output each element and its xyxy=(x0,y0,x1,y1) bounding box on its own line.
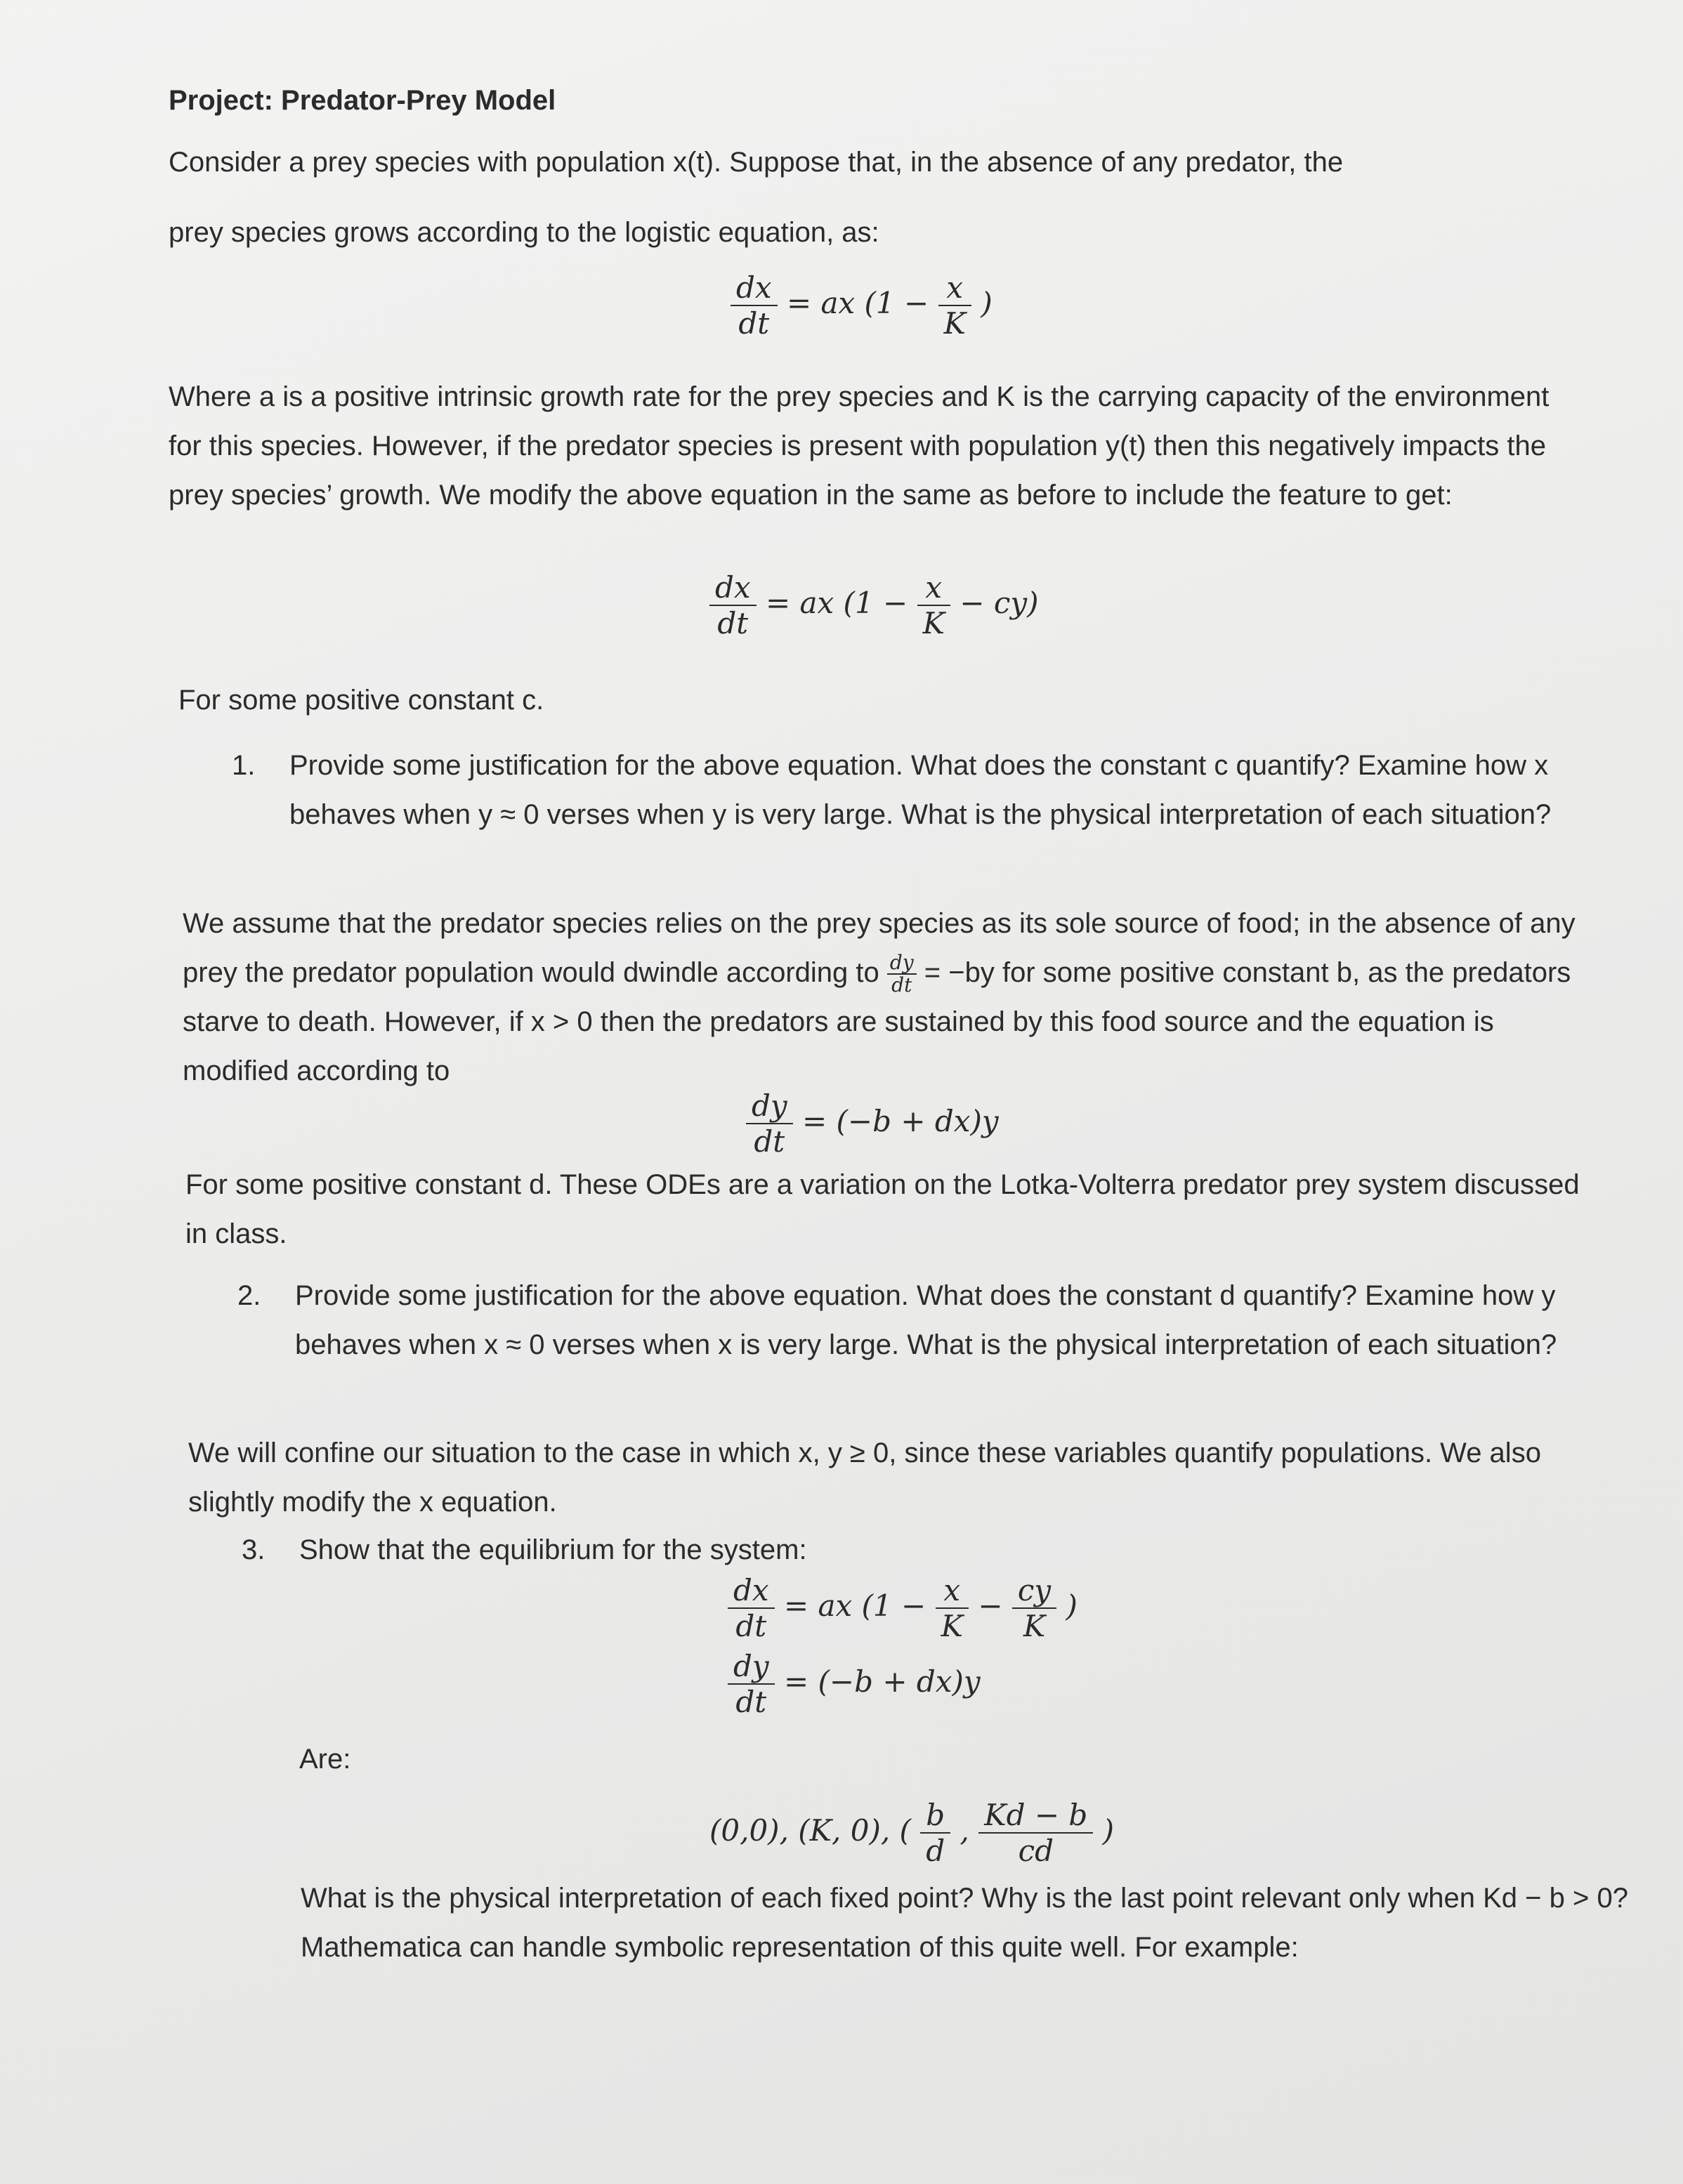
logistic-equation: $\frac{dx}{dt}$ = ax (1 − $\frac{x}{K}$ ) xyxy=(731,270,993,341)
question-2-number: 2. xyxy=(237,1280,261,1311)
dy-dt-inline-fraction: $\frac{dy}{dt}$ xyxy=(887,952,917,996)
question-2-text: Provide some justification for the above equation. What does the constant d quantify? Examine how y behaves when x ≈ 0 verses when x is very large. What is the physical interpretation of each situation? xyxy=(295,1280,1557,1360)
paragraph-7: What is the physical interpretation of each fixed point? Why is the last point relevant only when Kd − b > 0? Mathematica can handle symbolic representation of this quite well. For example: xyxy=(301,1883,1628,1963)
intro-line-2: prey species grows according to the logistic equation, as: xyxy=(169,217,879,248)
question-3-text: Show that the equilibrium for the system: xyxy=(299,1534,807,1565)
equilibrium-points: (0,0), (K, 0), ( $\frac{b}{d}$ , $\frac{Kd - b}{cd}$ ) xyxy=(709,1798,1115,1868)
paragraph-5: For some positive constant d. These ODEs are a variation on the Lotka-Volterra predator prey system discussed in class. xyxy=(185,1169,1580,1249)
are-label: Are: xyxy=(299,1744,351,1775)
paragraph-6: We will confine our situation to the case in which x, y ≥ 0, since these variables quantify populations. We also slightly modify the x equation. xyxy=(188,1438,1541,1518)
paragraph-4: We assume that the predator species relies on the prey species as its sole source of food; in the absence of any prey the predator population would dwindle according to $\frac{dy}{dt}$ = −by for some positive constant b, as the predators starve to death. However, if x > 0 then the predators are sustained by this food source and the equation is modified according to xyxy=(183,908,1576,1086)
question-3-number: 3. xyxy=(242,1534,266,1565)
system-equation-y: $\frac{dy}{dt}$ = (−b + dx)y xyxy=(728,1649,981,1719)
modified-prey-equation: $\frac{dx}{dt}$ = ax (1 − $\frac{x}{K}$ − cy) xyxy=(709,570,1039,640)
system-equation-x: $\frac{dx}{dt}$ = ax (1 − $\frac{x}{K}$ − $\frac{cy}{K}$ ) xyxy=(728,1573,1078,1643)
question-1-number: 1. xyxy=(232,750,256,781)
question-1-text: Provide some justification for the above equation. What does the constant c quantify? Examine how x behaves when y ≈ 0 verses when y is very large. What is the physical interpretation of each situation? xyxy=(289,750,1552,830)
paragraph-3: For some positive constant c. xyxy=(178,685,544,716)
paragraph-2: Where a is a positive intrinsic growth rate for the prey species and K is the carrying capacity of the environment for this species. However, if the predator species is present with population y(t) then this negatively impacts the prey species’ growth. We modify the above equation in the same as before to include the feature to get: xyxy=(169,381,1550,511)
intro-line-1: Consider a prey species with population x(t). Suppose that, in the absence of any predator, the xyxy=(169,147,1344,178)
page-title: Project: Predator-Prey Model xyxy=(169,85,556,116)
predator-equation: $\frac{dy}{dt}$ = (−b + dx)y xyxy=(746,1088,999,1159)
